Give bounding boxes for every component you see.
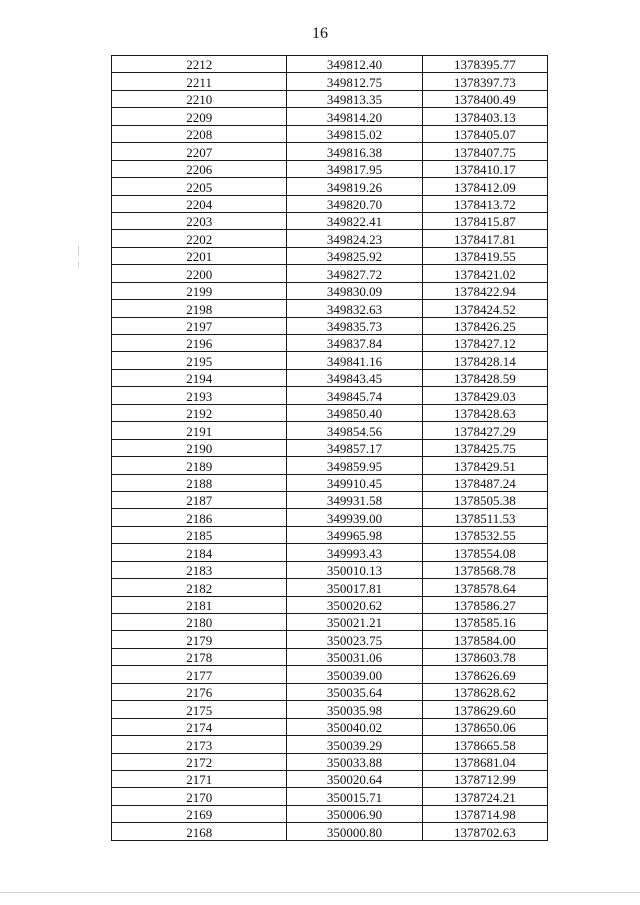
table-row xyxy=(112,579,548,596)
point-number-cell: 2176 xyxy=(112,683,287,700)
point-number-cell: 2185 xyxy=(112,526,287,543)
x-coordinate-cell: 350035.64 xyxy=(287,683,422,700)
point-number-cell: 2210 xyxy=(112,90,287,107)
x-coordinate-cell: 349812.75 xyxy=(287,73,422,90)
y-coordinate-cell: 1378426.25 xyxy=(422,317,547,334)
x-coordinate-cell: 349819.26 xyxy=(287,178,422,195)
table-row xyxy=(112,683,548,700)
page-number: 16 xyxy=(312,25,328,42)
table-row xyxy=(112,282,548,299)
table-row xyxy=(112,56,548,73)
y-coordinate-cell: 1378427.29 xyxy=(422,422,547,439)
x-coordinate-cell: 350010.13 xyxy=(287,561,422,578)
table-row xyxy=(112,457,548,474)
y-coordinate-cell: 1378428.59 xyxy=(422,369,547,386)
point-number-cell: 2173 xyxy=(112,736,287,753)
table-row xyxy=(112,265,548,282)
point-number-cell: 2190 xyxy=(112,439,287,456)
table-row xyxy=(112,614,548,631)
y-coordinate-cell: 1378424.52 xyxy=(422,300,547,317)
y-coordinate-cell: 1378487.24 xyxy=(422,474,547,491)
x-coordinate-cell: 350020.64 xyxy=(287,770,422,787)
table-row xyxy=(112,770,548,787)
point-number-cell: 2212 xyxy=(112,56,287,73)
x-coordinate-cell: 350017.81 xyxy=(287,579,422,596)
scan-margin-mark xyxy=(78,246,79,256)
point-number-cell: 2197 xyxy=(112,317,287,334)
table-row xyxy=(112,317,548,334)
point-number-cell: 2203 xyxy=(112,212,287,229)
x-coordinate-cell: 350015.71 xyxy=(287,788,422,805)
y-coordinate-cell: 1378405.07 xyxy=(422,125,547,142)
table-row xyxy=(112,823,548,840)
table-row xyxy=(112,701,548,718)
point-number-cell: 2195 xyxy=(112,352,287,369)
x-coordinate-cell: 350031.06 xyxy=(287,648,422,665)
y-coordinate-cell: 1378511.53 xyxy=(422,509,547,526)
x-coordinate-cell: 349827.72 xyxy=(287,265,422,282)
table-row xyxy=(112,736,548,753)
table-row xyxy=(112,788,548,805)
point-number-cell: 2187 xyxy=(112,491,287,508)
table-row xyxy=(112,352,548,369)
x-coordinate-cell: 349859.95 xyxy=(287,457,422,474)
y-coordinate-cell: 1378650.06 xyxy=(422,718,547,735)
scan-margin-mark xyxy=(78,262,79,268)
table-row xyxy=(112,178,548,195)
x-coordinate-cell: 350039.29 xyxy=(287,736,422,753)
point-number-cell: 2180 xyxy=(112,614,287,631)
point-number-cell: 2202 xyxy=(112,230,287,247)
point-number-cell: 2183 xyxy=(112,561,287,578)
x-coordinate-cell: 349816.38 xyxy=(287,143,422,160)
table-row xyxy=(112,195,548,212)
point-number-cell: 2207 xyxy=(112,143,287,160)
y-coordinate-cell: 1378532.55 xyxy=(422,526,547,543)
x-coordinate-cell: 349939.00 xyxy=(287,509,422,526)
point-number-cell: 2175 xyxy=(112,701,287,718)
point-number-cell: 2174 xyxy=(112,718,287,735)
table-row xyxy=(112,369,548,386)
point-number-cell: 2196 xyxy=(112,335,287,352)
y-coordinate-cell: 1378724.21 xyxy=(422,788,547,805)
x-coordinate-cell: 350023.75 xyxy=(287,631,422,648)
table-row xyxy=(112,404,548,421)
y-coordinate-cell: 1378413.72 xyxy=(422,195,547,212)
table-row xyxy=(112,247,548,264)
x-coordinate-cell: 349830.09 xyxy=(287,282,422,299)
y-coordinate-cell: 1378578.64 xyxy=(422,579,547,596)
table-row xyxy=(112,666,548,683)
x-coordinate-cell: 350035.98 xyxy=(287,701,422,718)
point-number-cell: 2172 xyxy=(112,753,287,770)
point-number-cell: 2186 xyxy=(112,509,287,526)
y-coordinate-cell: 1378665.58 xyxy=(422,736,547,753)
table-row xyxy=(112,143,548,160)
table-row xyxy=(112,718,548,735)
x-coordinate-cell: 349815.02 xyxy=(287,125,422,142)
x-coordinate-cell: 350006.90 xyxy=(287,805,422,822)
x-coordinate-cell: 349825.92 xyxy=(287,247,422,264)
table-row xyxy=(112,387,548,404)
x-coordinate-cell: 349817.95 xyxy=(287,160,422,177)
y-coordinate-cell: 1378568.78 xyxy=(422,561,547,578)
x-coordinate-cell: 350000.80 xyxy=(287,823,422,840)
table-row xyxy=(112,300,548,317)
table-row xyxy=(112,160,548,177)
x-coordinate-cell: 349822.41 xyxy=(287,212,422,229)
y-coordinate-cell: 1378395.77 xyxy=(422,56,547,73)
x-coordinate-cell: 349824.23 xyxy=(287,230,422,247)
y-coordinate-cell: 1378403.13 xyxy=(422,108,547,125)
scan-bottom-edge xyxy=(0,892,640,893)
table-row xyxy=(112,596,548,613)
point-number-cell: 2204 xyxy=(112,195,287,212)
point-number-cell: 2209 xyxy=(112,108,287,125)
x-coordinate-cell: 349854.56 xyxy=(287,422,422,439)
point-number-cell: 2194 xyxy=(112,369,287,386)
table-row xyxy=(112,439,548,456)
x-coordinate-cell: 349835.73 xyxy=(287,317,422,334)
coordinates-table xyxy=(111,55,548,841)
coordinates-table-body xyxy=(112,56,548,841)
x-coordinate-cell: 349845.74 xyxy=(287,387,422,404)
table-row xyxy=(112,631,548,648)
y-coordinate-cell: 1378603.78 xyxy=(422,648,547,665)
x-coordinate-cell: 349814.20 xyxy=(287,108,422,125)
y-coordinate-cell: 1378419.55 xyxy=(422,247,547,264)
point-number-cell: 2169 xyxy=(112,805,287,822)
table-row xyxy=(112,509,548,526)
y-coordinate-cell: 1378681.04 xyxy=(422,753,547,770)
x-coordinate-cell: 350021.21 xyxy=(287,614,422,631)
table-row xyxy=(112,526,548,543)
point-number-cell: 2178 xyxy=(112,648,287,665)
y-coordinate-cell: 1378429.03 xyxy=(422,387,547,404)
point-number-cell: 2208 xyxy=(112,125,287,142)
point-number-cell: 2206 xyxy=(112,160,287,177)
point-number-cell: 2179 xyxy=(112,631,287,648)
table-row xyxy=(112,805,548,822)
x-coordinate-cell: 349832.63 xyxy=(287,300,422,317)
point-number-cell: 2184 xyxy=(112,544,287,561)
x-coordinate-cell: 350039.00 xyxy=(287,666,422,683)
y-coordinate-cell: 1378428.63 xyxy=(422,404,547,421)
table-row xyxy=(112,230,548,247)
y-coordinate-cell: 1378554.08 xyxy=(422,544,547,561)
table-row xyxy=(112,73,548,90)
x-coordinate-cell: 349850.40 xyxy=(287,404,422,421)
x-coordinate-cell: 350040.02 xyxy=(287,718,422,735)
table-row xyxy=(112,561,548,578)
y-coordinate-cell: 1378626.69 xyxy=(422,666,547,683)
point-number-cell: 2191 xyxy=(112,422,287,439)
point-number-cell: 2181 xyxy=(112,596,287,613)
y-coordinate-cell: 1378407.75 xyxy=(422,143,547,160)
y-coordinate-cell: 1378629.60 xyxy=(422,701,547,718)
y-coordinate-cell: 1378429.51 xyxy=(422,457,547,474)
table-row xyxy=(112,474,548,491)
table-row xyxy=(112,212,548,229)
x-coordinate-cell: 350033.88 xyxy=(287,753,422,770)
table-row xyxy=(112,422,548,439)
table-row xyxy=(112,544,548,561)
table-row xyxy=(112,90,548,107)
y-coordinate-cell: 1378410.17 xyxy=(422,160,547,177)
x-coordinate-cell: 349857.17 xyxy=(287,439,422,456)
x-coordinate-cell: 349993.43 xyxy=(287,544,422,561)
y-coordinate-cell: 1378584.00 xyxy=(422,631,547,648)
x-coordinate-cell: 349910.45 xyxy=(287,474,422,491)
y-coordinate-cell: 1378425.75 xyxy=(422,439,547,456)
table-row xyxy=(112,648,548,665)
x-coordinate-cell: 349813.35 xyxy=(287,90,422,107)
point-number-cell: 2192 xyxy=(112,404,287,421)
point-number-cell: 2211 xyxy=(112,73,287,90)
y-coordinate-cell: 1378422.94 xyxy=(422,282,547,299)
y-coordinate-cell: 1378428.14 xyxy=(422,352,547,369)
table-row xyxy=(112,753,548,770)
y-coordinate-cell: 1378586.27 xyxy=(422,596,547,613)
x-coordinate-cell: 349820.70 xyxy=(287,195,422,212)
point-number-cell: 2200 xyxy=(112,265,287,282)
y-coordinate-cell: 1378628.62 xyxy=(422,683,547,700)
table-row xyxy=(112,491,548,508)
point-number-cell: 2189 xyxy=(112,457,287,474)
table-row xyxy=(112,108,548,125)
x-coordinate-cell: 349843.45 xyxy=(287,369,422,386)
point-number-cell: 2198 xyxy=(112,300,287,317)
point-number-cell: 2193 xyxy=(112,387,287,404)
point-number-cell: 2205 xyxy=(112,178,287,195)
point-number-cell: 2182 xyxy=(112,579,287,596)
y-coordinate-cell: 1378714.98 xyxy=(422,805,547,822)
y-coordinate-cell: 1378702.63 xyxy=(422,823,547,840)
x-coordinate-cell: 349841.16 xyxy=(287,352,422,369)
point-number-cell: 2177 xyxy=(112,666,287,683)
x-coordinate-cell: 349965.98 xyxy=(287,526,422,543)
y-coordinate-cell: 1378415.87 xyxy=(422,212,547,229)
point-number-cell: 2199 xyxy=(112,282,287,299)
x-coordinate-cell: 349931.58 xyxy=(287,491,422,508)
point-number-cell: 2168 xyxy=(112,823,287,840)
point-number-cell: 2201 xyxy=(112,247,287,264)
x-coordinate-cell: 349812.40 xyxy=(287,56,422,73)
point-number-cell: 2188 xyxy=(112,474,287,491)
y-coordinate-cell: 1378397.73 xyxy=(422,73,547,90)
x-coordinate-cell: 349837.84 xyxy=(287,335,422,352)
y-coordinate-cell: 1378400.49 xyxy=(422,90,547,107)
y-coordinate-cell: 1378427.12 xyxy=(422,335,547,352)
point-number-cell: 2170 xyxy=(112,788,287,805)
y-coordinate-cell: 1378412.09 xyxy=(422,178,547,195)
y-coordinate-cell: 1378585.16 xyxy=(422,614,547,631)
x-coordinate-cell: 350020.62 xyxy=(287,596,422,613)
y-coordinate-cell: 1378421.02 xyxy=(422,265,547,282)
y-coordinate-cell: 1378505.38 xyxy=(422,491,547,508)
point-number-cell: 2171 xyxy=(112,770,287,787)
y-coordinate-cell: 1378417.81 xyxy=(422,230,547,247)
y-coordinate-cell: 1378712.99 xyxy=(422,770,547,787)
table-row xyxy=(112,335,548,352)
table-row xyxy=(112,125,548,142)
